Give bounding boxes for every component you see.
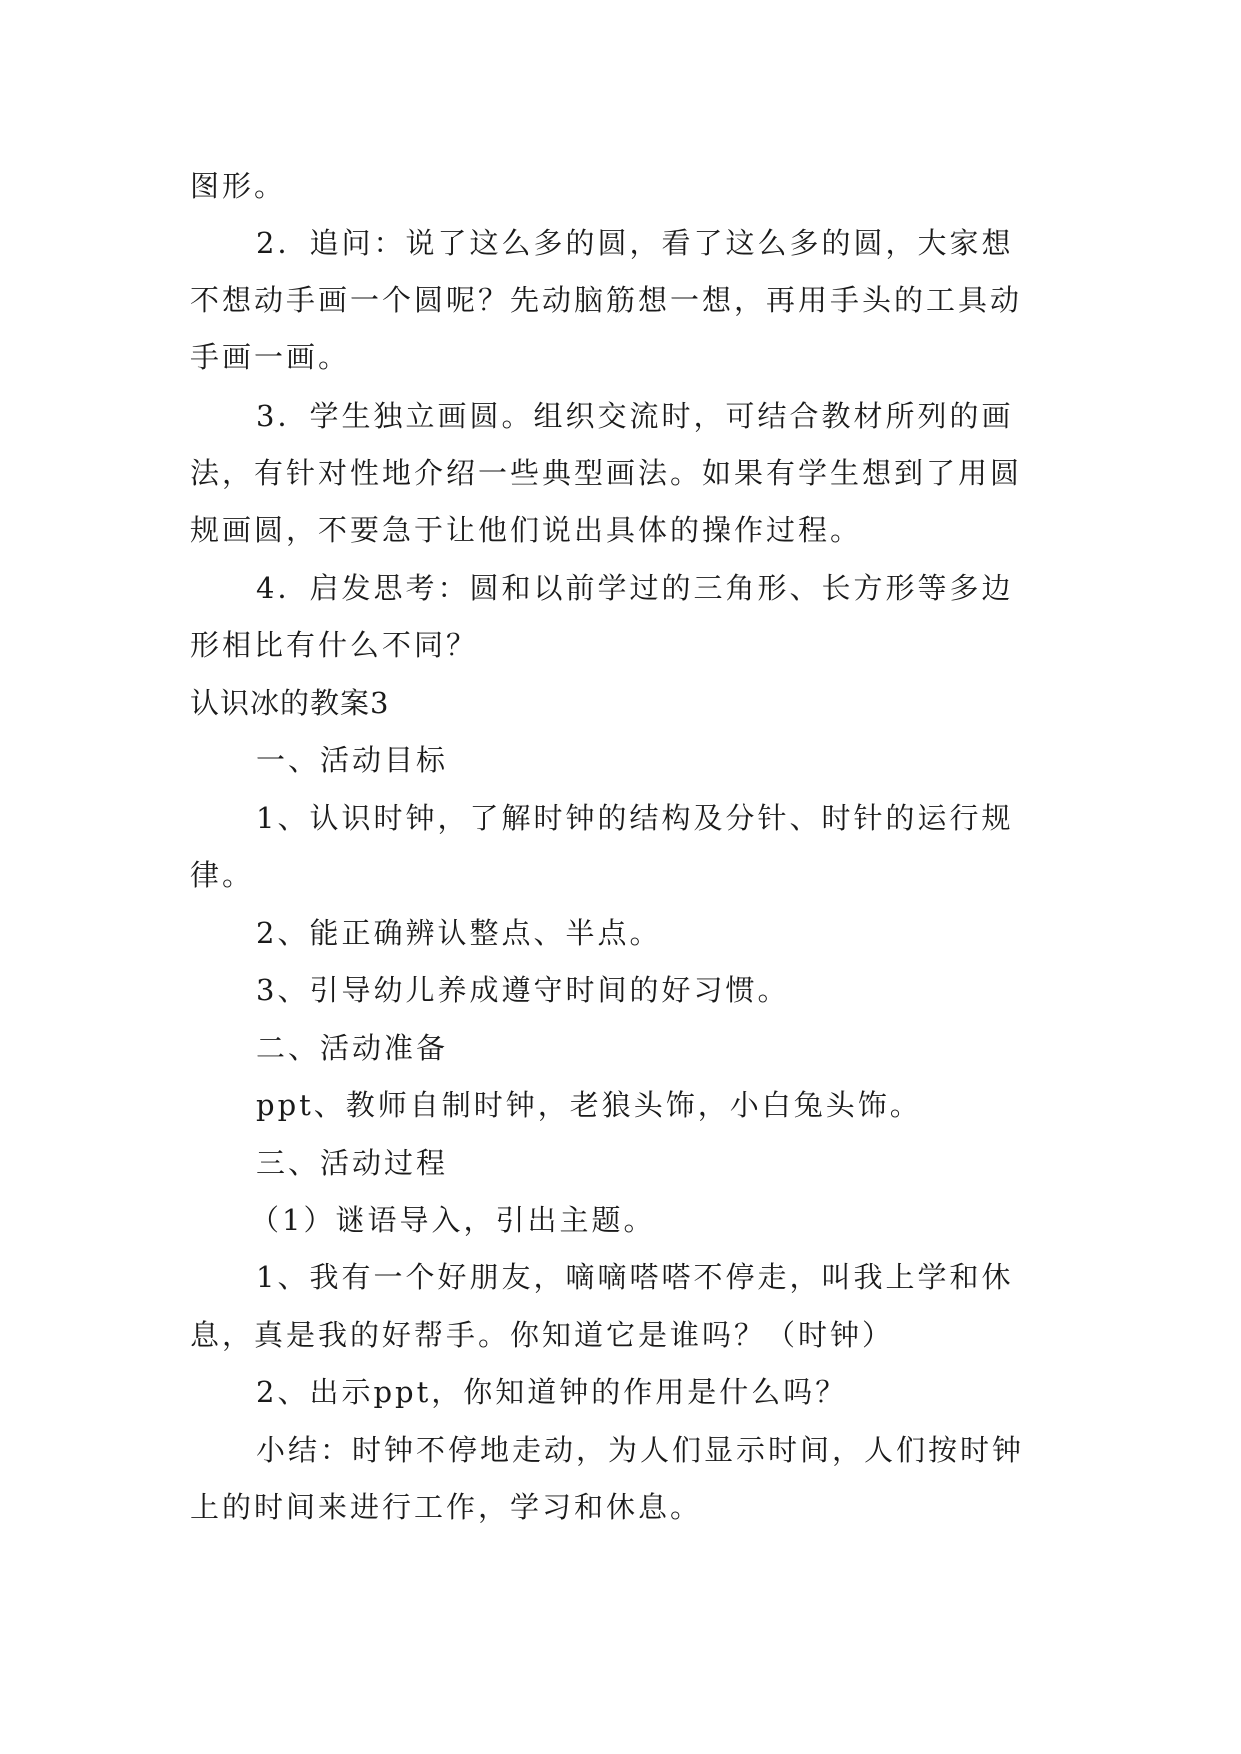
text-line: 一、活动目标	[256, 743, 449, 777]
text-line: （1）谜语导入，引出主题。	[250, 1203, 656, 1237]
text-line: 4．启发思考：圆和以前学过的三角形、长方形等多边	[256, 571, 1014, 605]
text-line: 三、活动过程	[256, 1146, 449, 1180]
text-line: 二、活动准备	[256, 1031, 449, 1065]
text-line: 规画圆，不要急于让他们说出具体的操作过程。	[190, 513, 863, 547]
text-line: 小结：时钟不停地走动，为人们显示时间，人们按时钟	[256, 1433, 1025, 1467]
text-line: 2、出示ppt，你知道钟的作用是什么吗？	[256, 1375, 848, 1409]
text-line: 息，真是我的好帮手。你知道它是谁吗？（时钟）	[190, 1318, 895, 1352]
text-line: 法，有针对性地介绍一些典型画法。如果有学生想到了用圆	[190, 456, 1023, 490]
text-line: 1、认识时钟，了解时钟的结构及分针、时针的运行规	[256, 801, 1014, 835]
text-line: 形相比有什么不同？	[190, 628, 479, 662]
text-line: 手画一画。	[190, 340, 351, 374]
text-line: 2．追问：说了这么多的圆，看了这么多的圆，大家想	[256, 226, 1014, 260]
text-line: ppt、教师自制时钟，老狼头饰，小白兔头饰。	[256, 1088, 922, 1122]
text-line: 律。	[190, 858, 255, 892]
text-line: 3．学生独立画圆。组织交流时，可结合教材所列的画	[256, 399, 1014, 433]
text-line: 不想动手画一个圆呢？先动脑筋想一想，再用手头的工具动	[190, 283, 1023, 317]
text-line: 2、能正确辨认整点、半点。	[256, 916, 662, 950]
text-line: 1、我有一个好朋友，嘀嘀嗒嗒不停走，叫我上学和休	[256, 1260, 1014, 1294]
text-line: 上的时间来进行工作，学习和休息。	[190, 1490, 703, 1524]
section-title: 认识冰的教案3	[190, 686, 390, 720]
text-line: 3、引导幼儿养成遵守时间的好习惯。	[256, 973, 790, 1007]
text-line: 图形。	[190, 169, 287, 203]
